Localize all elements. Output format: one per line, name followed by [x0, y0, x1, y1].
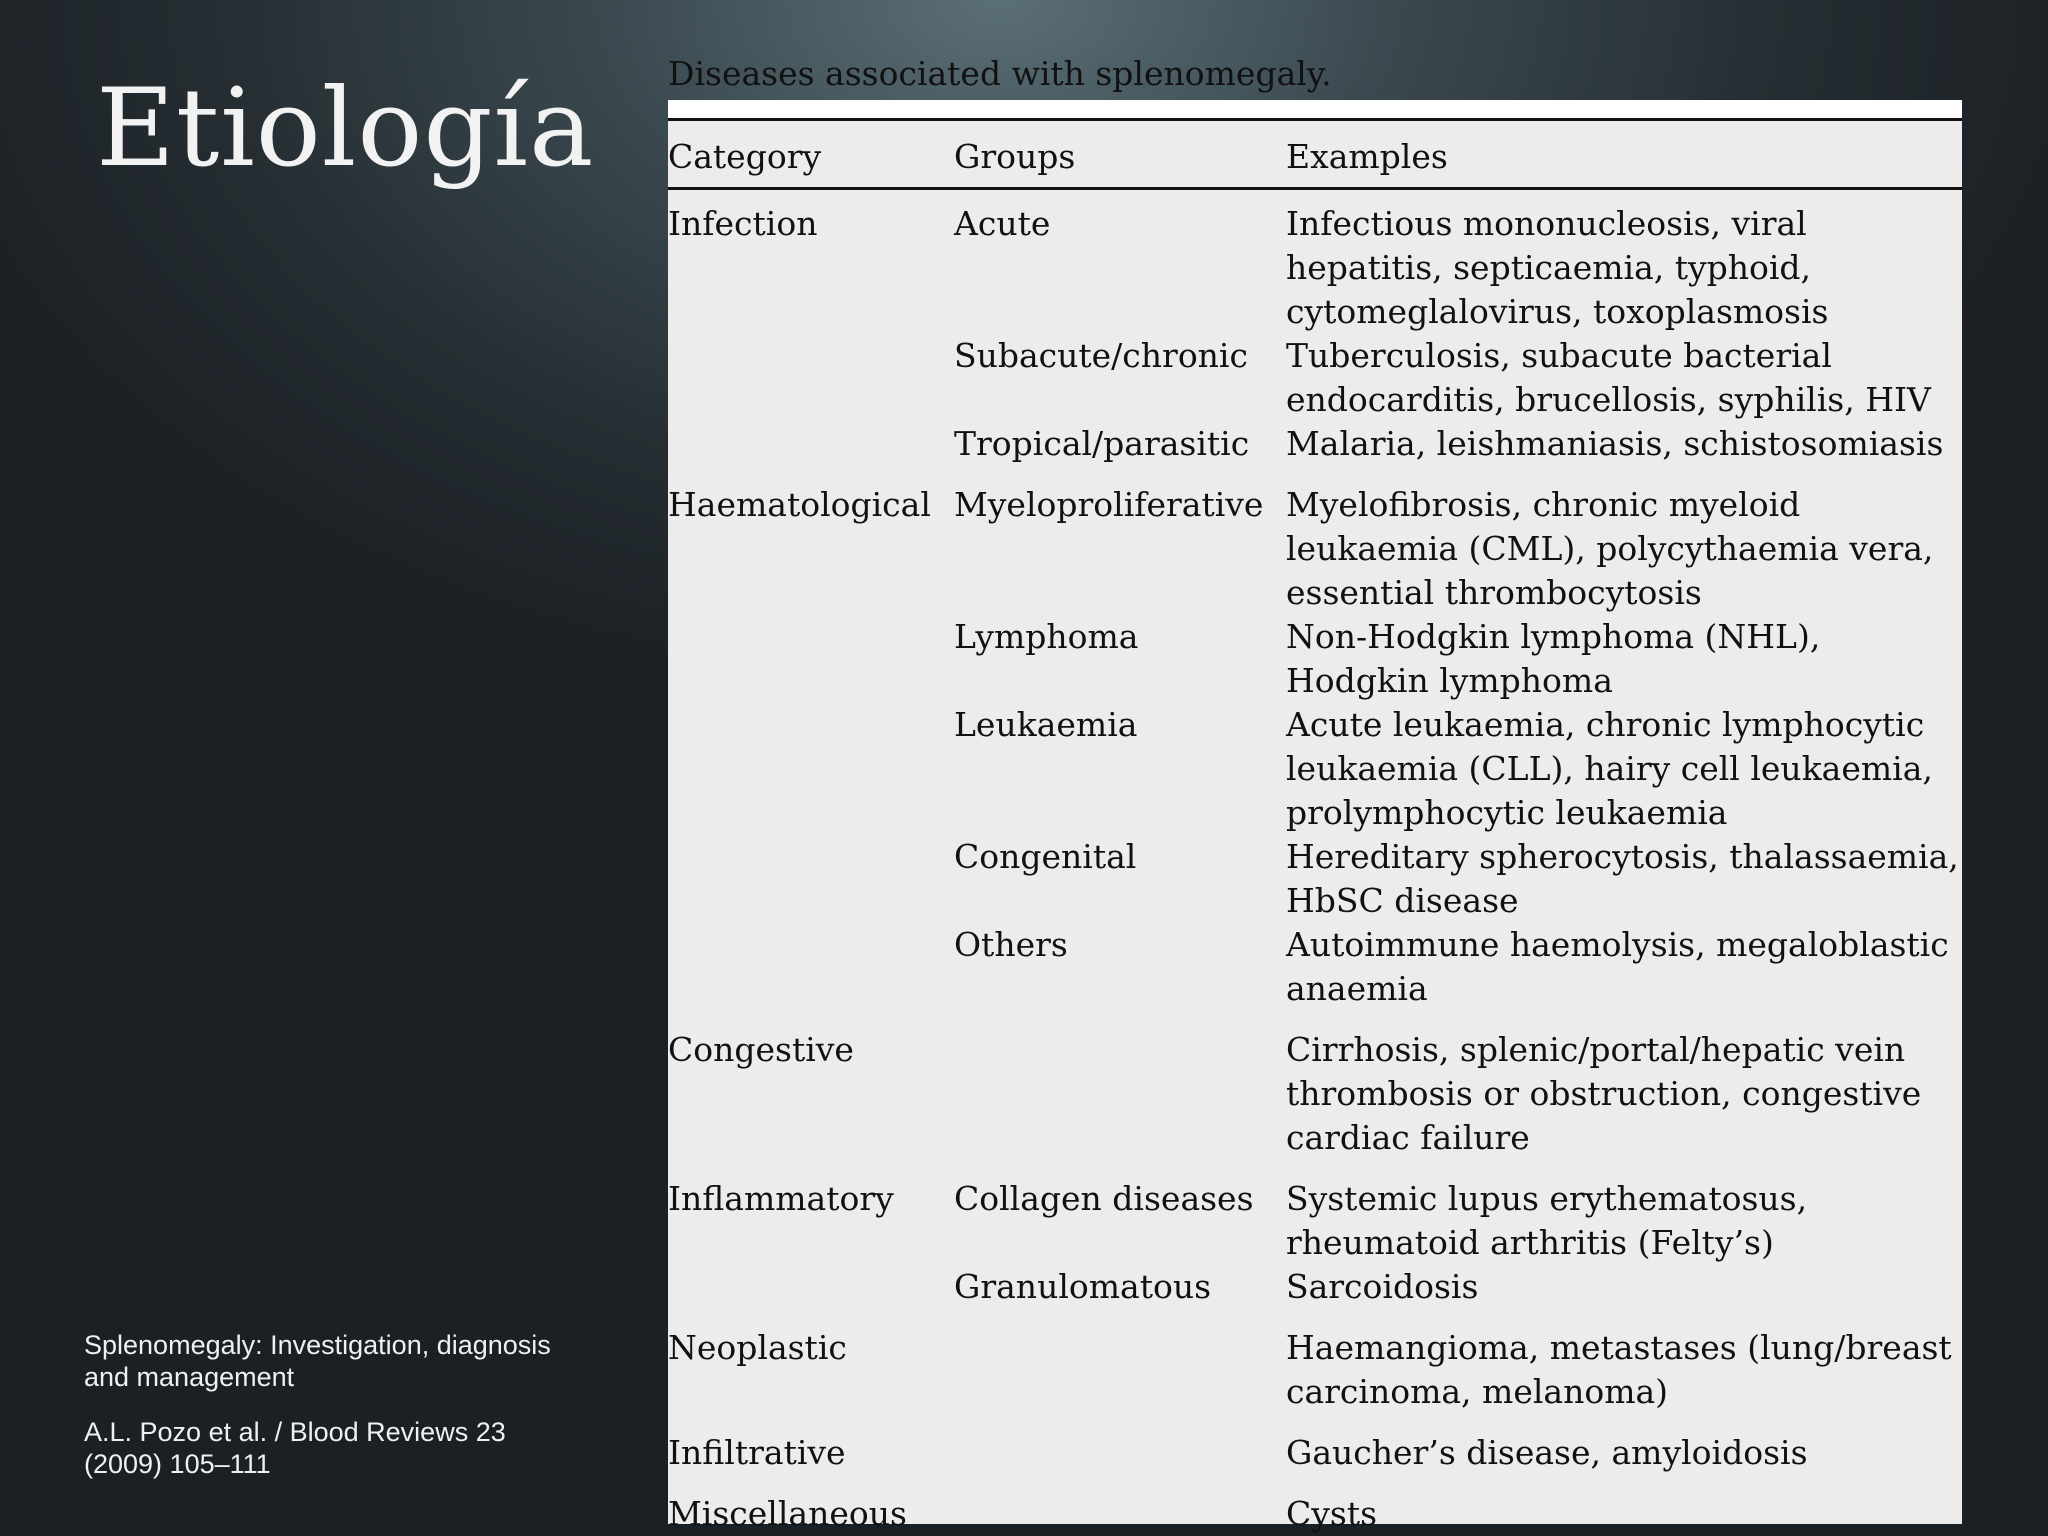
source-citation: A.L. Pozo et al. / Blood Reviews 23 (2009) 105–111: [84, 1417, 506, 1479]
table-body: [668, 189, 1962, 1536]
cell-examples: Autoimmune haemolysis, megaloblastic anaemia: [1286, 925, 1949, 1008]
cell-group: Tropical/parasitic: [954, 424, 1250, 463]
table-row: [668, 1160, 1962, 1265]
slide-title: Etiología: [96, 66, 595, 191]
table-row: [668, 1475, 1962, 1536]
cell-examples: Gaucher’s disease, amyloidosis: [1286, 1433, 1808, 1472]
cell-category: Miscellaneous: [668, 1494, 907, 1533]
cell-group: [954, 1475, 1286, 1536]
cell-category: Inflammatory: [668, 1179, 894, 1218]
cell-examples: Malaria, leishmaniasis, schistosomiasis: [1286, 424, 1944, 463]
cell-group: Subacute/chronic: [954, 336, 1248, 375]
cell-group: Acute: [954, 204, 1051, 243]
table-row: [668, 923, 1962, 1011]
cell-group: Myeloproliferative: [954, 485, 1264, 524]
cell-group: Collagen diseases: [954, 1179, 1254, 1218]
cell-category: Haematological: [668, 485, 931, 524]
table-row: [668, 334, 1962, 422]
table-header-row: [668, 120, 1962, 189]
cell-examples: Tuberculosis, subacute bacterial endocarditis, brucellosis, syphilis, HIV: [1286, 336, 1931, 419]
cell-group: Lymphoma: [954, 617, 1139, 656]
cell-category: [668, 835, 954, 923]
header-examples: Examples: [1286, 120, 1962, 189]
cell-category: Infection: [668, 204, 818, 243]
cell-group: Congenital: [954, 837, 1137, 876]
source-title: Splenomegaly: Investigation, diagnosis and management: [84, 1330, 551, 1392]
table-row: [668, 466, 1962, 615]
cell-examples: Systemic lupus erythematosus, rheumatoid arthritis (Felty’s): [1286, 1179, 1808, 1262]
table-caption: Diseases associated with splenomegaly.: [668, 54, 1332, 93]
table-panel: [668, 100, 1962, 1533]
cell-examples: Non-Hodgkin lymphoma (NHL), Hodgkin lymphoma: [1286, 617, 1821, 700]
cell-category: [668, 703, 954, 835]
cell-category: Neoplastic: [668, 1328, 847, 1367]
cell-category: [668, 334, 954, 422]
cell-category: [668, 923, 954, 1011]
cell-group: Leukaemia: [954, 705, 1138, 744]
table-row: [668, 1414, 1962, 1475]
header-groups: Groups: [954, 120, 1286, 189]
cell-examples: Sarcoidosis: [1286, 1267, 1479, 1306]
cell-examples: Infectious mononucleosis, viral hepatitis, septicaemia, typhoid, cytomeglalovirus, toxoplasmosis: [1286, 204, 1829, 331]
table-row: [668, 703, 1962, 835]
cell-examples: Acute leukaemia, chronic lymphocytic leukaemia (CLL), hairy cell leukaemia, prolymphocytic leukaemia: [1286, 705, 1933, 832]
cell-category: [668, 422, 954, 466]
table-row: [668, 835, 1962, 923]
table-row: [668, 615, 1962, 703]
cell-examples: Myelofibrosis, chronic myeloid leukaemia (CML), polycythaemia vera, essential thrombocytosis: [1286, 485, 1934, 612]
cell-examples: Haemangioma, metastases (lung/breast carcinoma, melanoma): [1286, 1328, 1952, 1411]
cell-examples: Cysts: [1286, 1494, 1378, 1533]
cell-category: [668, 615, 954, 703]
table-row: [668, 1265, 1962, 1309]
cell-group: [954, 1309, 1286, 1414]
cell-examples: Cirrhosis, splenic/portal/hepatic vein thrombosis or obstruction, congestive cardiac failure: [1286, 1030, 1922, 1157]
cell-category: Congestive: [668, 1030, 854, 1069]
cell-group: [954, 1414, 1286, 1475]
cell-category: Infiltrative: [668, 1433, 846, 1472]
table-row: [668, 1309, 1962, 1414]
table-row: [668, 1011, 1962, 1160]
header-category: Category: [668, 120, 954, 189]
cell-group: [954, 1011, 1286, 1160]
cell-category: [668, 1265, 954, 1309]
table-row: [668, 422, 1962, 466]
cell-examples: Hereditary spherocytosis, thalassaemia, HbSC disease: [1286, 837, 1959, 920]
cell-group: Others: [954, 925, 1068, 964]
splenomegaly-table: [668, 118, 1962, 1536]
cell-group: Granulomatous: [954, 1267, 1212, 1306]
table-row: [668, 189, 1962, 335]
